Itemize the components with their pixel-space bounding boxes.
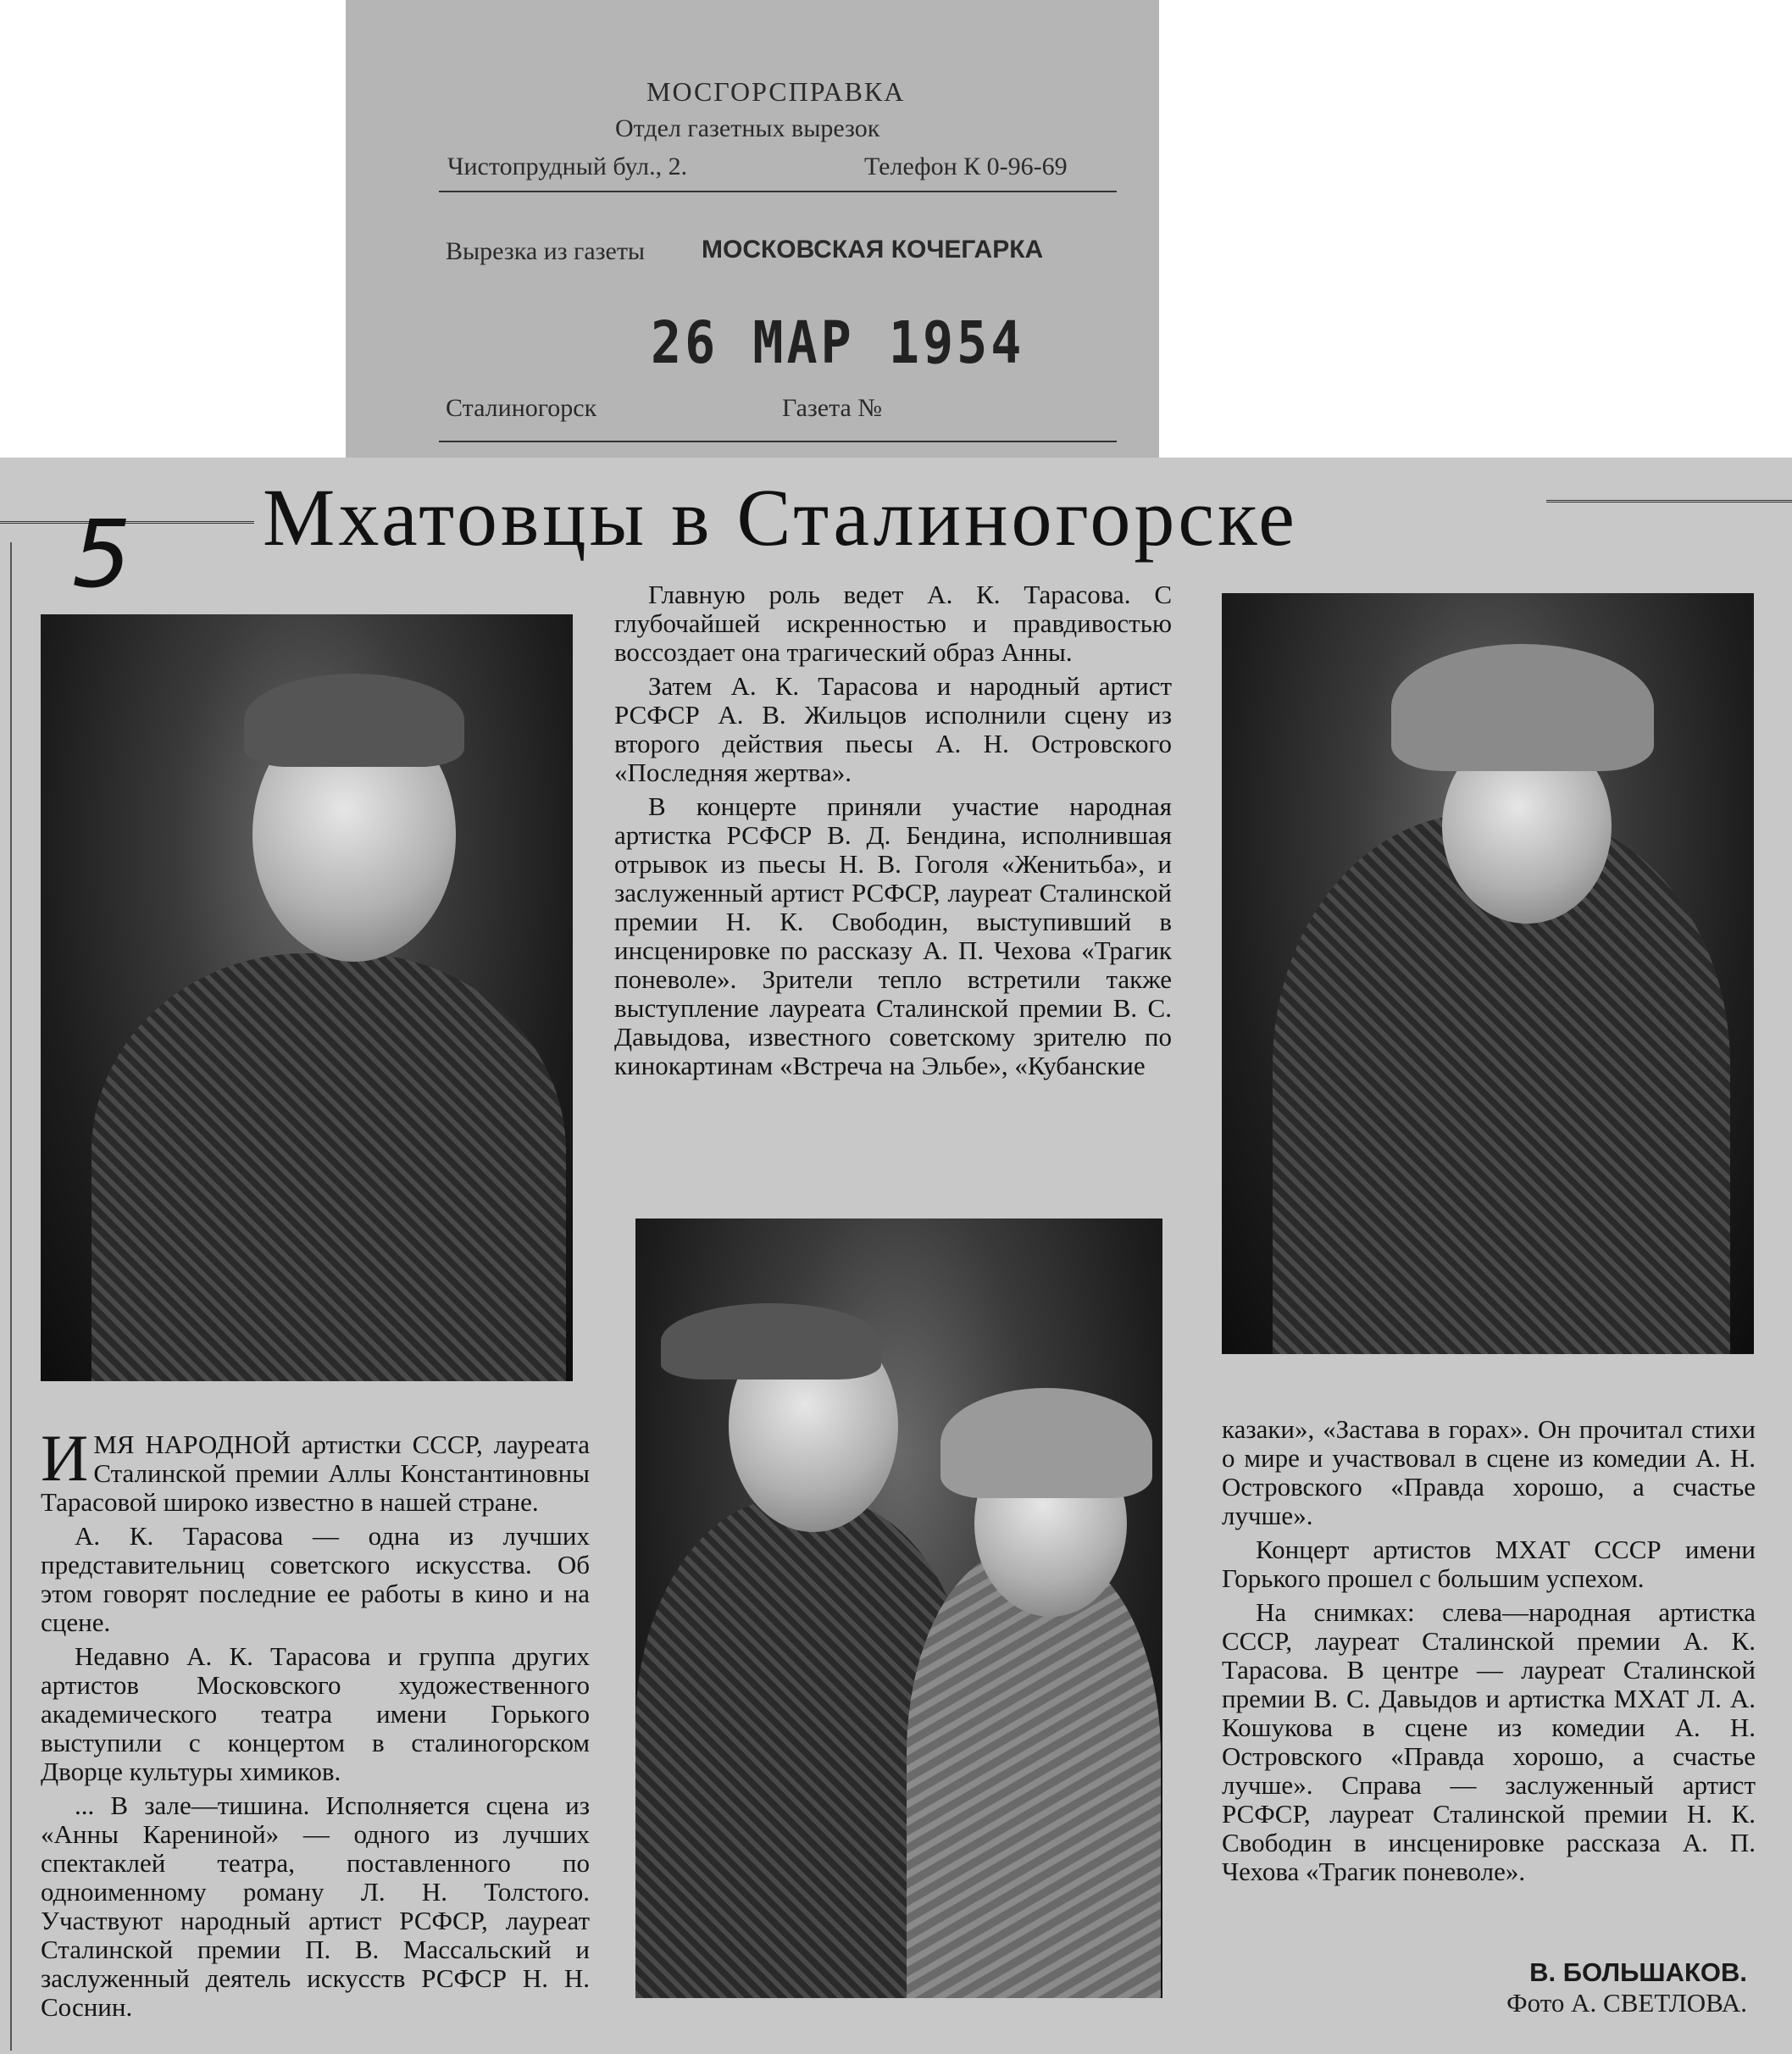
article-column-right: [1222, 1415, 1756, 1891]
photo-cap: [661, 1303, 881, 1380]
slip-bottom-rule: [439, 441, 1117, 442]
clip-label: Вырезка из газеты: [446, 237, 646, 265]
paragraph: Главную роль ведет А. К. Тарасова. С глубочайшей искренностью и правдивостью воссоздает она трагический образ Анны.: [614, 580, 1172, 667]
service-phone: Телефон К 0-96-69: [864, 153, 1068, 180]
clipping-service-label: [346, 0, 1159, 475]
photo-figure-woman: [907, 1549, 1161, 1998]
drop-cap: И: [41, 1421, 89, 1495]
issue-label: Газета №: [782, 394, 882, 422]
photo-figure: [92, 953, 566, 1381]
paragraph: Недавно А. К. Тарасова и группа других артистов Московского художественного академического театра имени Горького выступили с концертом в сталиногорском Дворце культуры химиков.: [41, 1641, 590, 1786]
photo-credit: Фото А. СВЕТЛОВА.: [1506, 1988, 1747, 2018]
paragraph: Затем А. К. Тарасова и народный артист РСФСР А. В. Жильцов исполнили сцену из второго действия пьесы А. Н. Островского «Последняя жертва».: [614, 671, 1172, 787]
page-number: 5: [72, 500, 131, 608]
photo-davydov-koshukova: [635, 1219, 1162, 1998]
slip-divider: [439, 191, 1117, 192]
photo-tarasova: [41, 614, 573, 1381]
photo-hat: [1391, 644, 1654, 771]
paragraph: казаки», «Застава в горах». Он прочитал стихи о мире и участвовал в сцене из комедии А. Н. Островского «Правда хорошо, а счастье лучше».: [1222, 1414, 1756, 1530]
headline: Мхатовцы в Сталиногорске: [263, 472, 1298, 563]
photo-caption: На снимках: слева—народная артистка СССР, лауреат Сталинской премии А. К. Тарасова. В центре — лауреат Сталинской премии В. С. Давыдов и артистка МХАТ Л. А. Кошукова в сцене из комедии А. Н. Островского «Правда хорошо, а счастье лучше». Справа — заслуженный артист РСФСР, лауреат Сталинской премии Н. К. Свободин в инсценировке рассказа А. П. Чехова «Трагик поневоле».: [1222, 1597, 1756, 1886]
lead-text: МЯ НАРОДНОЙ артистки СССР, лауреата Сталинской премии Аллы Константиновны Тарасовой широко известно в нашей стране.: [41, 1429, 590, 1517]
photo-headscarf: [940, 1388, 1152, 1498]
photo-svobodin: [1222, 593, 1754, 1354]
article-column-center: [614, 580, 1172, 1085]
paragraph: Концерт артистов МХАТ СССР имени Горького прошел с большим успехом.: [1222, 1535, 1756, 1593]
lead-paragraph: [41, 1421, 590, 1517]
photo-hair: [244, 674, 464, 767]
paragraph: ... В зале—тишина. Исполняется сцена из «Анны Карениной» — одного из лучших спектаклей театра, поставленного по одноименному роману Л. Н. Толстого. Участвуют народный артист РСФСР, лауреат Сталинской премии П. В. Массальский и заслуженный деятель искусств РСФСР Н. Н. Соснин.: [41, 1790, 590, 2022]
author-name: В. БОЛЬШАКОВ.: [1529, 1957, 1747, 1987]
headline-rule-right: [1546, 500, 1792, 502]
article-column-left: [41, 1421, 590, 2027]
newspaper-name: МОСКОВСКАЯ КОЧЕГАРКА: [702, 236, 1044, 264]
paragraph: В концерте приняли участие народная артистка РСФСР В. Д. Бендина, исполнившая отрывок из пьесы Н. В. Гоголя «Женитьба», и заслуженный артист РСФСР, лауреат Сталинской премии Н. К. Свободин, выступивший в инсценировке по рассказу А. П. Чехова «Трагик поневоле». Зрители тепло встретили также выступление лауреата Сталинской премии В. С. Давыдова, известного советскому зрителю по кинокартинам «Встреча на Эльбе», «Кубанские: [614, 791, 1172, 1080]
date-stamp: 26 МАР 1954: [651, 308, 1025, 378]
city-label: Сталиногорск: [446, 394, 597, 422]
service-address: Чистопрудный бул., 2.: [447, 153, 688, 180]
service-name: МОСГОРСПРАВКА: [646, 76, 906, 107]
service-department: Отдел газетных вырезок: [615, 114, 880, 142]
page-edge-line: [10, 542, 12, 2051]
paragraph: А. К. Тарасова — одна из лучших представительниц советского искусства. Об этом говорят последние ее работы в кино и на сцене.: [41, 1521, 590, 1637]
byline: [1222, 1957, 1747, 2018]
